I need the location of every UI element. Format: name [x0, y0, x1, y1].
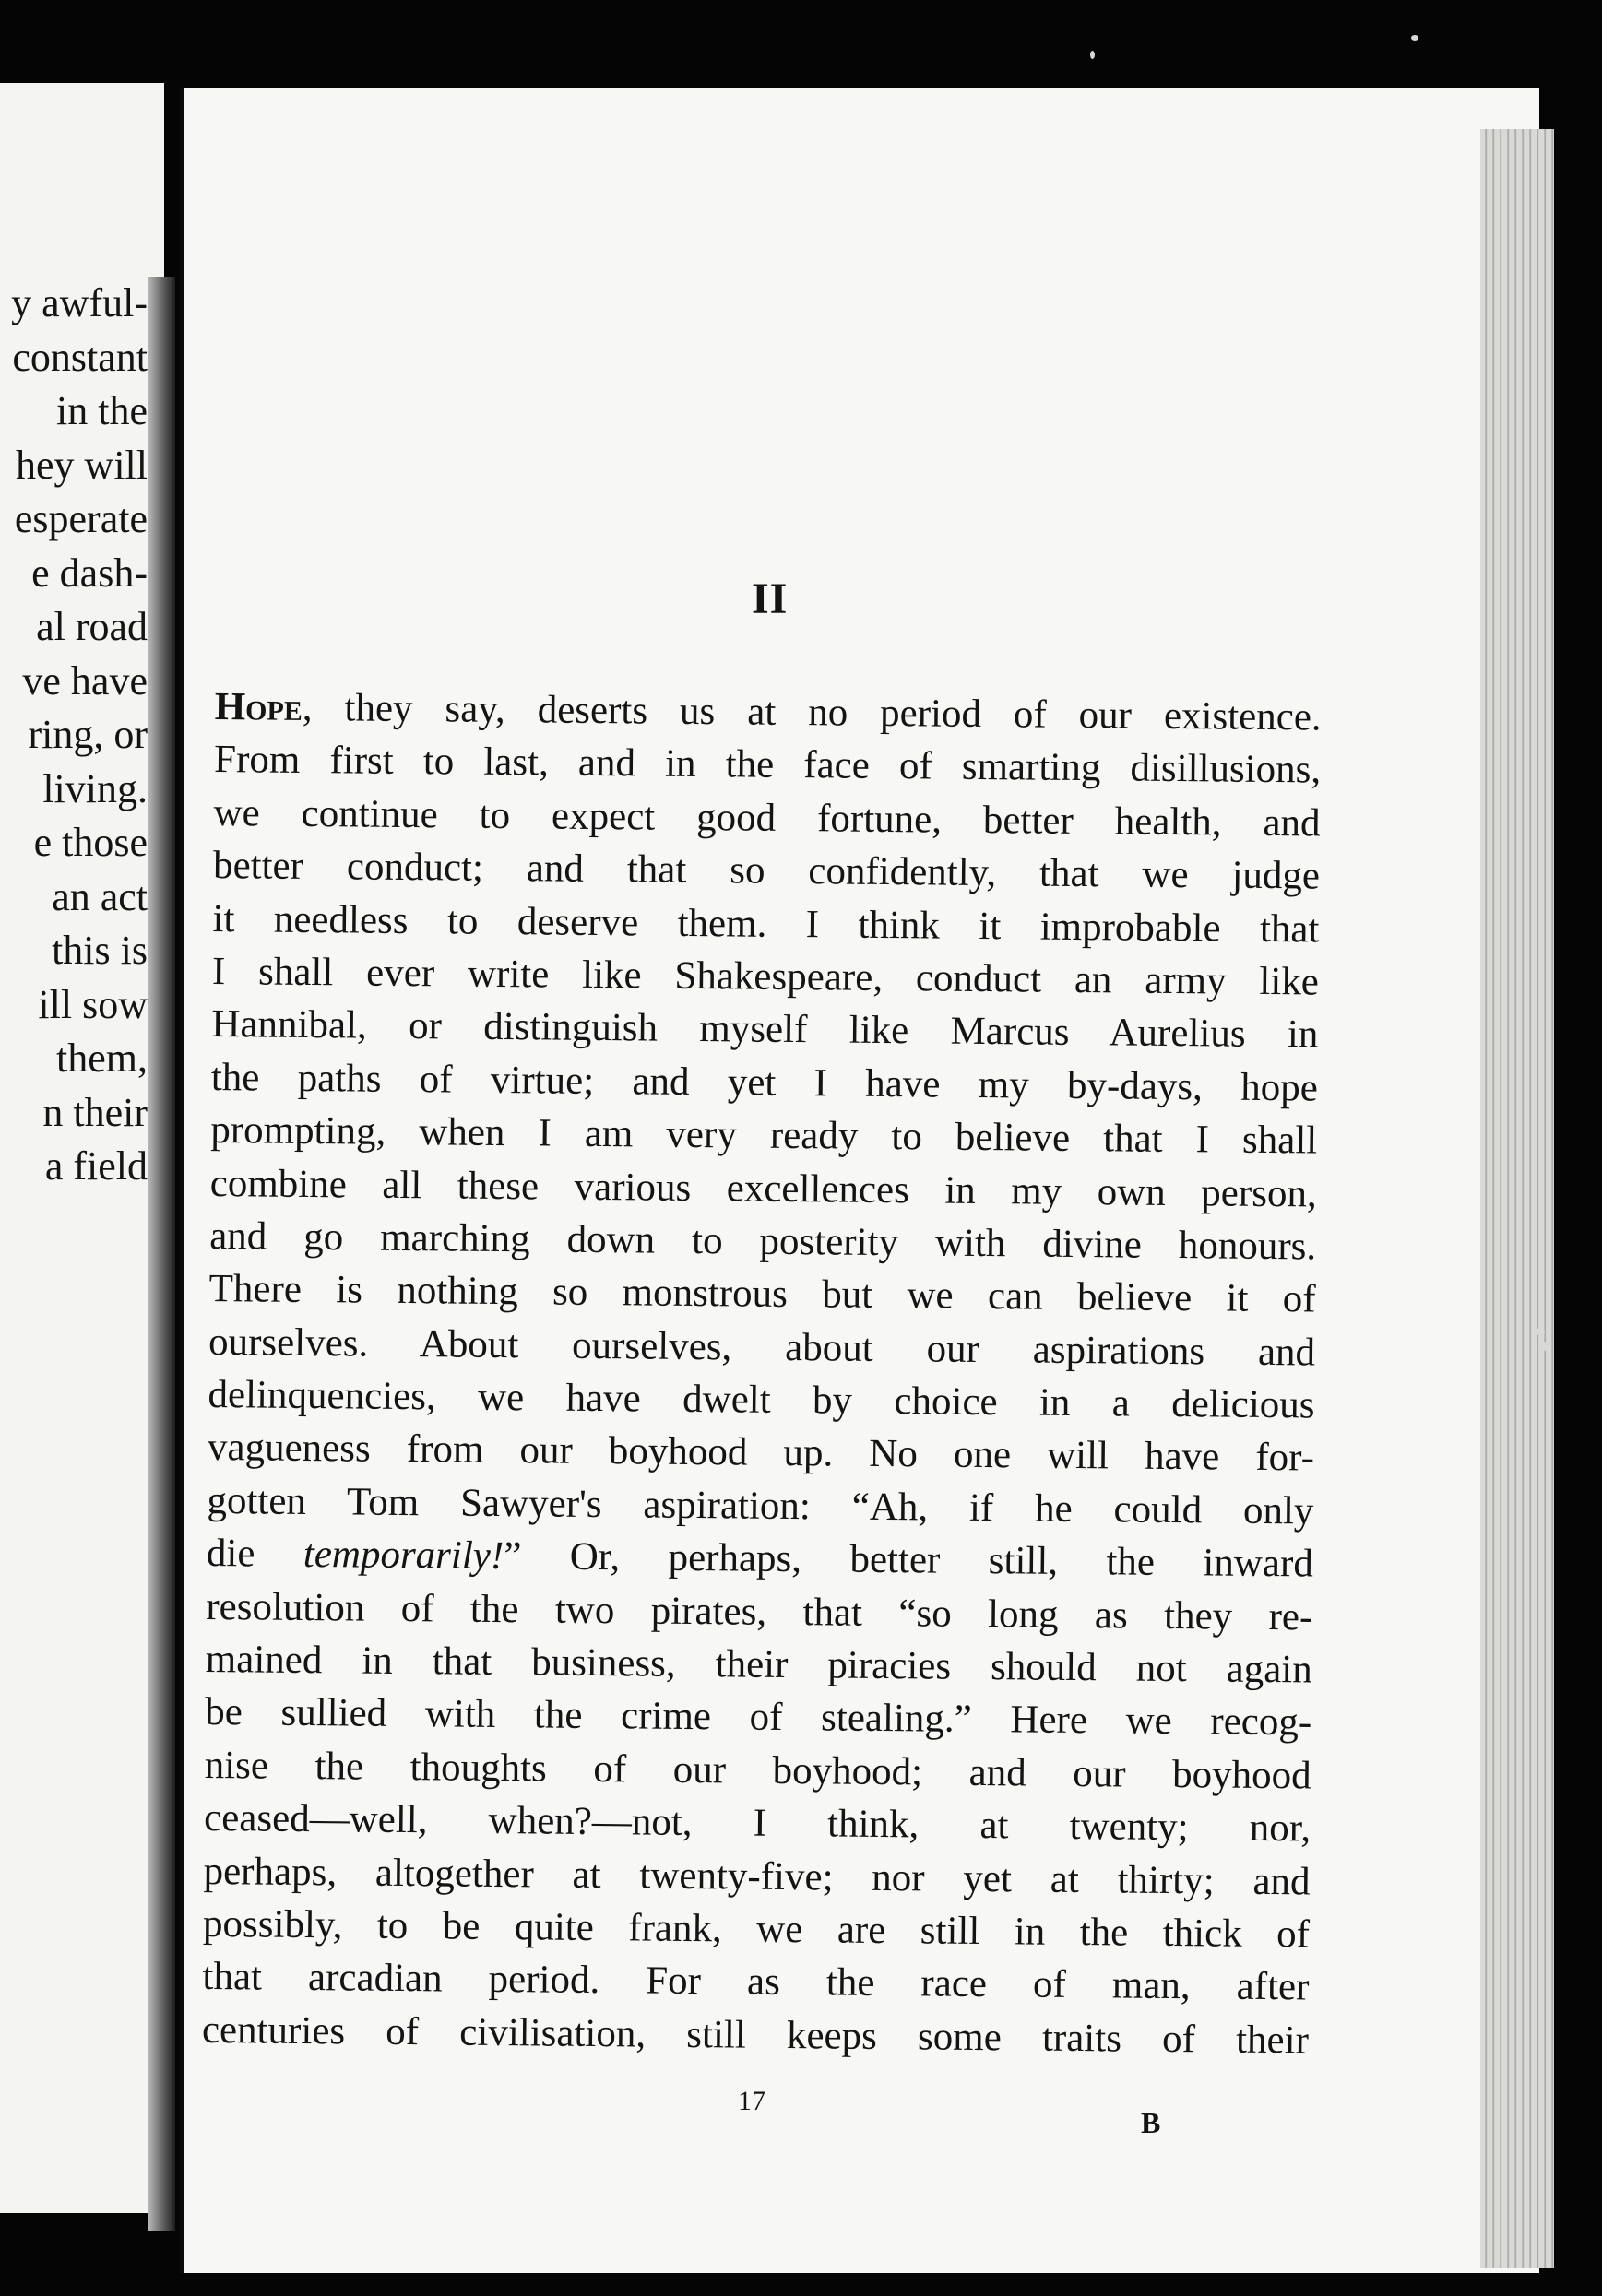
text-line: that arcadian period. For as the race of man, after	[202, 1955, 1310, 2009]
signature-mark: B	[1141, 2106, 1161, 2139]
book-gutter-shadow	[148, 277, 175, 2231]
italic-line-before: die	[206, 1532, 304, 1577]
previous-page-line: n their	[42, 1089, 148, 1135]
text-line: nise the thoughts of our boyhood; and our boyhood	[204, 1743, 1311, 1798]
previous-page-line: ring, or	[28, 712, 148, 757]
previous-page-text	[11, 277, 148, 1194]
text-line: possibly, to be quite frank, we are still in the thick of	[202, 1901, 1311, 1957]
previous-page-fragment	[0, 83, 164, 2213]
text-line: it needless to deserve them. I think it improbable that	[212, 896, 1320, 952]
previous-page-line: this is	[52, 928, 148, 973]
italic-emphasis: temporarily!	[303, 1533, 504, 1579]
text-line: the paths of virtue; and yet I have my by-days, hope	[210, 1055, 1319, 1110]
previous-page-line: e dash-	[31, 550, 148, 596]
previous-page-line: living.	[42, 765, 148, 811]
scan-speck	[1536, 1328, 1545, 1335]
scan-speck	[1090, 51, 1095, 59]
text-line: mained in that business, their piracies should not again	[205, 1637, 1312, 1692]
previous-page-line: a field	[44, 1143, 148, 1189]
first-line-rest: , they say, deserts us at no period of our existence.	[302, 685, 1322, 740]
previous-page-line: in the	[56, 388, 148, 433]
previous-page-line: an act	[52, 873, 148, 919]
text-line: combine all these various excellences in my own person,	[209, 1161, 1317, 1216]
text-line: perhaps, altogether at twenty-five; nor yet at thirty; and	[203, 1849, 1311, 1904]
previous-page-line: them,	[56, 1036, 148, 1081]
chapter-body-text	[202, 681, 1322, 2067]
italic-line-after: ” Or, perhaps, better still, the inward	[503, 1534, 1314, 1586]
page-edge-stack	[1480, 129, 1554, 2268]
text-line: vagueness from our boyhood up. No one will have for-	[207, 1426, 1315, 1480]
previous-page-line: hey will	[16, 442, 148, 488]
previous-page-line: ill sow	[38, 981, 148, 1027]
chapter-number: II	[752, 574, 789, 623]
text-line: better conduct; and that so confidently, that we judge	[212, 844, 1321, 898]
previous-page-line: y awful-	[11, 280, 148, 325]
text-line: we continue to expect good fortune, better health, and	[213, 790, 1321, 846]
text-line: resolution of the two pirates, that “so long as they re-	[206, 1584, 1313, 1639]
previous-page-line: esperate	[14, 496, 148, 541]
text-line: From first to last, and in the face of smarting disillusions,	[213, 738, 1322, 792]
text-line: Hannibal, or distinguish myself like Marcus Aurelius in	[211, 1002, 1319, 1057]
scan-speck	[1540, 1342, 1549, 1351]
text-line: I shall ever write like Shakespeare, conduct an army like	[211, 949, 1320, 1004]
previous-page-line: e those	[33, 820, 148, 865]
previous-page-line: constant	[12, 334, 148, 380]
text-line: delinquencies, we have dwelt by choice in a delicious	[208, 1373, 1315, 1427]
text-line: centuries of civilisation, still keeps some traits of their	[201, 2007, 1310, 2063]
page-number: 17	[738, 2086, 765, 2116]
text-line: ceased—well, when?—not, I think, at twenty; nor,	[203, 1796, 1311, 1851]
text-line: ourselves. About ourselves, about our aspirations and	[208, 1320, 1316, 1375]
text-line: prompting, when I am very ready to believe that I shall	[210, 1108, 1318, 1163]
previous-page-line: ve have	[22, 657, 148, 704]
text-line: There is nothing so monstrous but we can believe it of	[208, 1267, 1316, 1321]
text-line: be sullied with the crime of stealing.” Here we recog-	[205, 1690, 1312, 1745]
previous-page-line: al road	[36, 604, 148, 649]
scan-speck	[1411, 35, 1418, 41]
opening-word: Hope	[214, 684, 303, 729]
text-line: and go marching down to posterity with divine honours.	[208, 1213, 1317, 1269]
text-line: gotten Tom Sawyer's aspiration: “Ah, if he could only	[207, 1478, 1314, 1533]
